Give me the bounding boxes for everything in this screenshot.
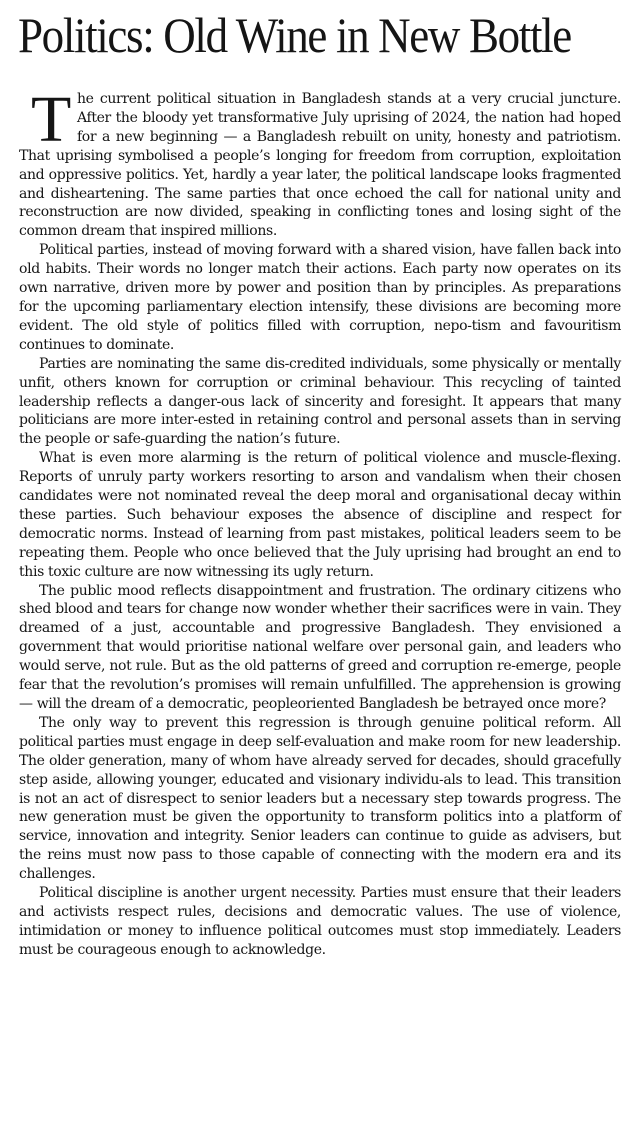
paragraph-text: he current political situation in Bangladesh stands at a very crucial juncture. After the bloody yet transformative July uprising of 2024, the nation had hoped for a new beginning — a Bangladesh rebuilt on unity, honesty and patriotism. That uprising symbolised a people’s longing for freedom from corruption, exploitation and oppressive politics. Yet, hardly a year later, the political landscape looks fragmented and disheartening. The same parties that once echoed the call for national unity and reconstruction are now divided, speaking in conflicting tones and losing sight of the common dream that inspired millions.	[19, 91, 621, 240]
paragraph: The public mood reflects disappointment and frustration. The ordinary citizens who shed blood and tears for change now wonder whether their sacrifices were in vain. They dreamed of a just, accountable and progressive Bangladesh. They envisioned a government that would prioritise national welfare over personal gain, and leaders who would serve, not rule. But as the old patterns of greed and corruption re-emerge, people fear that the revolution’s promises will remain unfulfilled. The apprehension is growing — will the dream of a democratic, peopleoriented Bangladesh be betrayed once more?	[19, 582, 621, 712]
drop-cap: T	[31, 83, 71, 156]
headline: Politics: Old Wine in New Bottle	[18, 7, 571, 63]
paragraph: What is even more alarming is the return of political violence and muscle-flexing. Reports of unruly party workers resorting to arson and vandalism when their chosen candidates were not nominated reveal the deep moral and organisational decay within these parties. Such behaviour exposes the absence of discipline and respect for democratic norms. Instead of learning from past mistakes, political leaders seem to be repeating them. People who once believed that the July uprising had brought an end to this toxic culture are now witnessing its ugly return.	[19, 450, 621, 580]
paragraph: Political discipline is another urgent necessity. Parties must ensure that their leaders and activists respect rules, decisions and democratic values. The use of violence, intimidation or money to influence political outcomes must stop immediately. Leaders must be courageous enough to acknowledge.	[19, 885, 621, 958]
paragraph	[19, 83, 621, 241]
paragraph: Political parties, instead of moving forward with a shared vision, have fallen back into old habits. Their words no longer match their actions. Each party now operates on its own narrative, driven more by power and position than by principles. As preparations for the upcoming parliamentary election intensify, these divisions are becoming more evident. The old style of politics filled with corruption, nepo-tism and favouritism continues to dominate.	[19, 242, 621, 353]
paragraph: Parties are nominating the same dis-credited individuals, some physically or mentally unfit, others known for corruption or criminal behaviour. This recycling of tainted leadership reflects a danger-ous lack of sincerity and foresight. It appears that many politicians are more inter-ested in retaining control and personal assets than in serving the people or safe-guarding the nation’s future.	[19, 355, 621, 448]
article-body	[19, 83, 621, 960]
paragraph: The only way to prevent this regression is through genuine political reform. All political parties must engage in deep self-evaluation and make room for new leadership. The older generation, many of whom have already served for decades, should gracefully step aside, allowing younger, educated and visionary individu-als to lead. This transition is not an act of disrespect to senior leaders but a necessary step towards progress. The new generation must be given the opportunity to transform politics into a platform of service, innovation and integrity. Senior leaders can continue to guide as advisers, but the reins must now pass to those capable of connecting with the modern era and its challenges.	[19, 714, 621, 883]
